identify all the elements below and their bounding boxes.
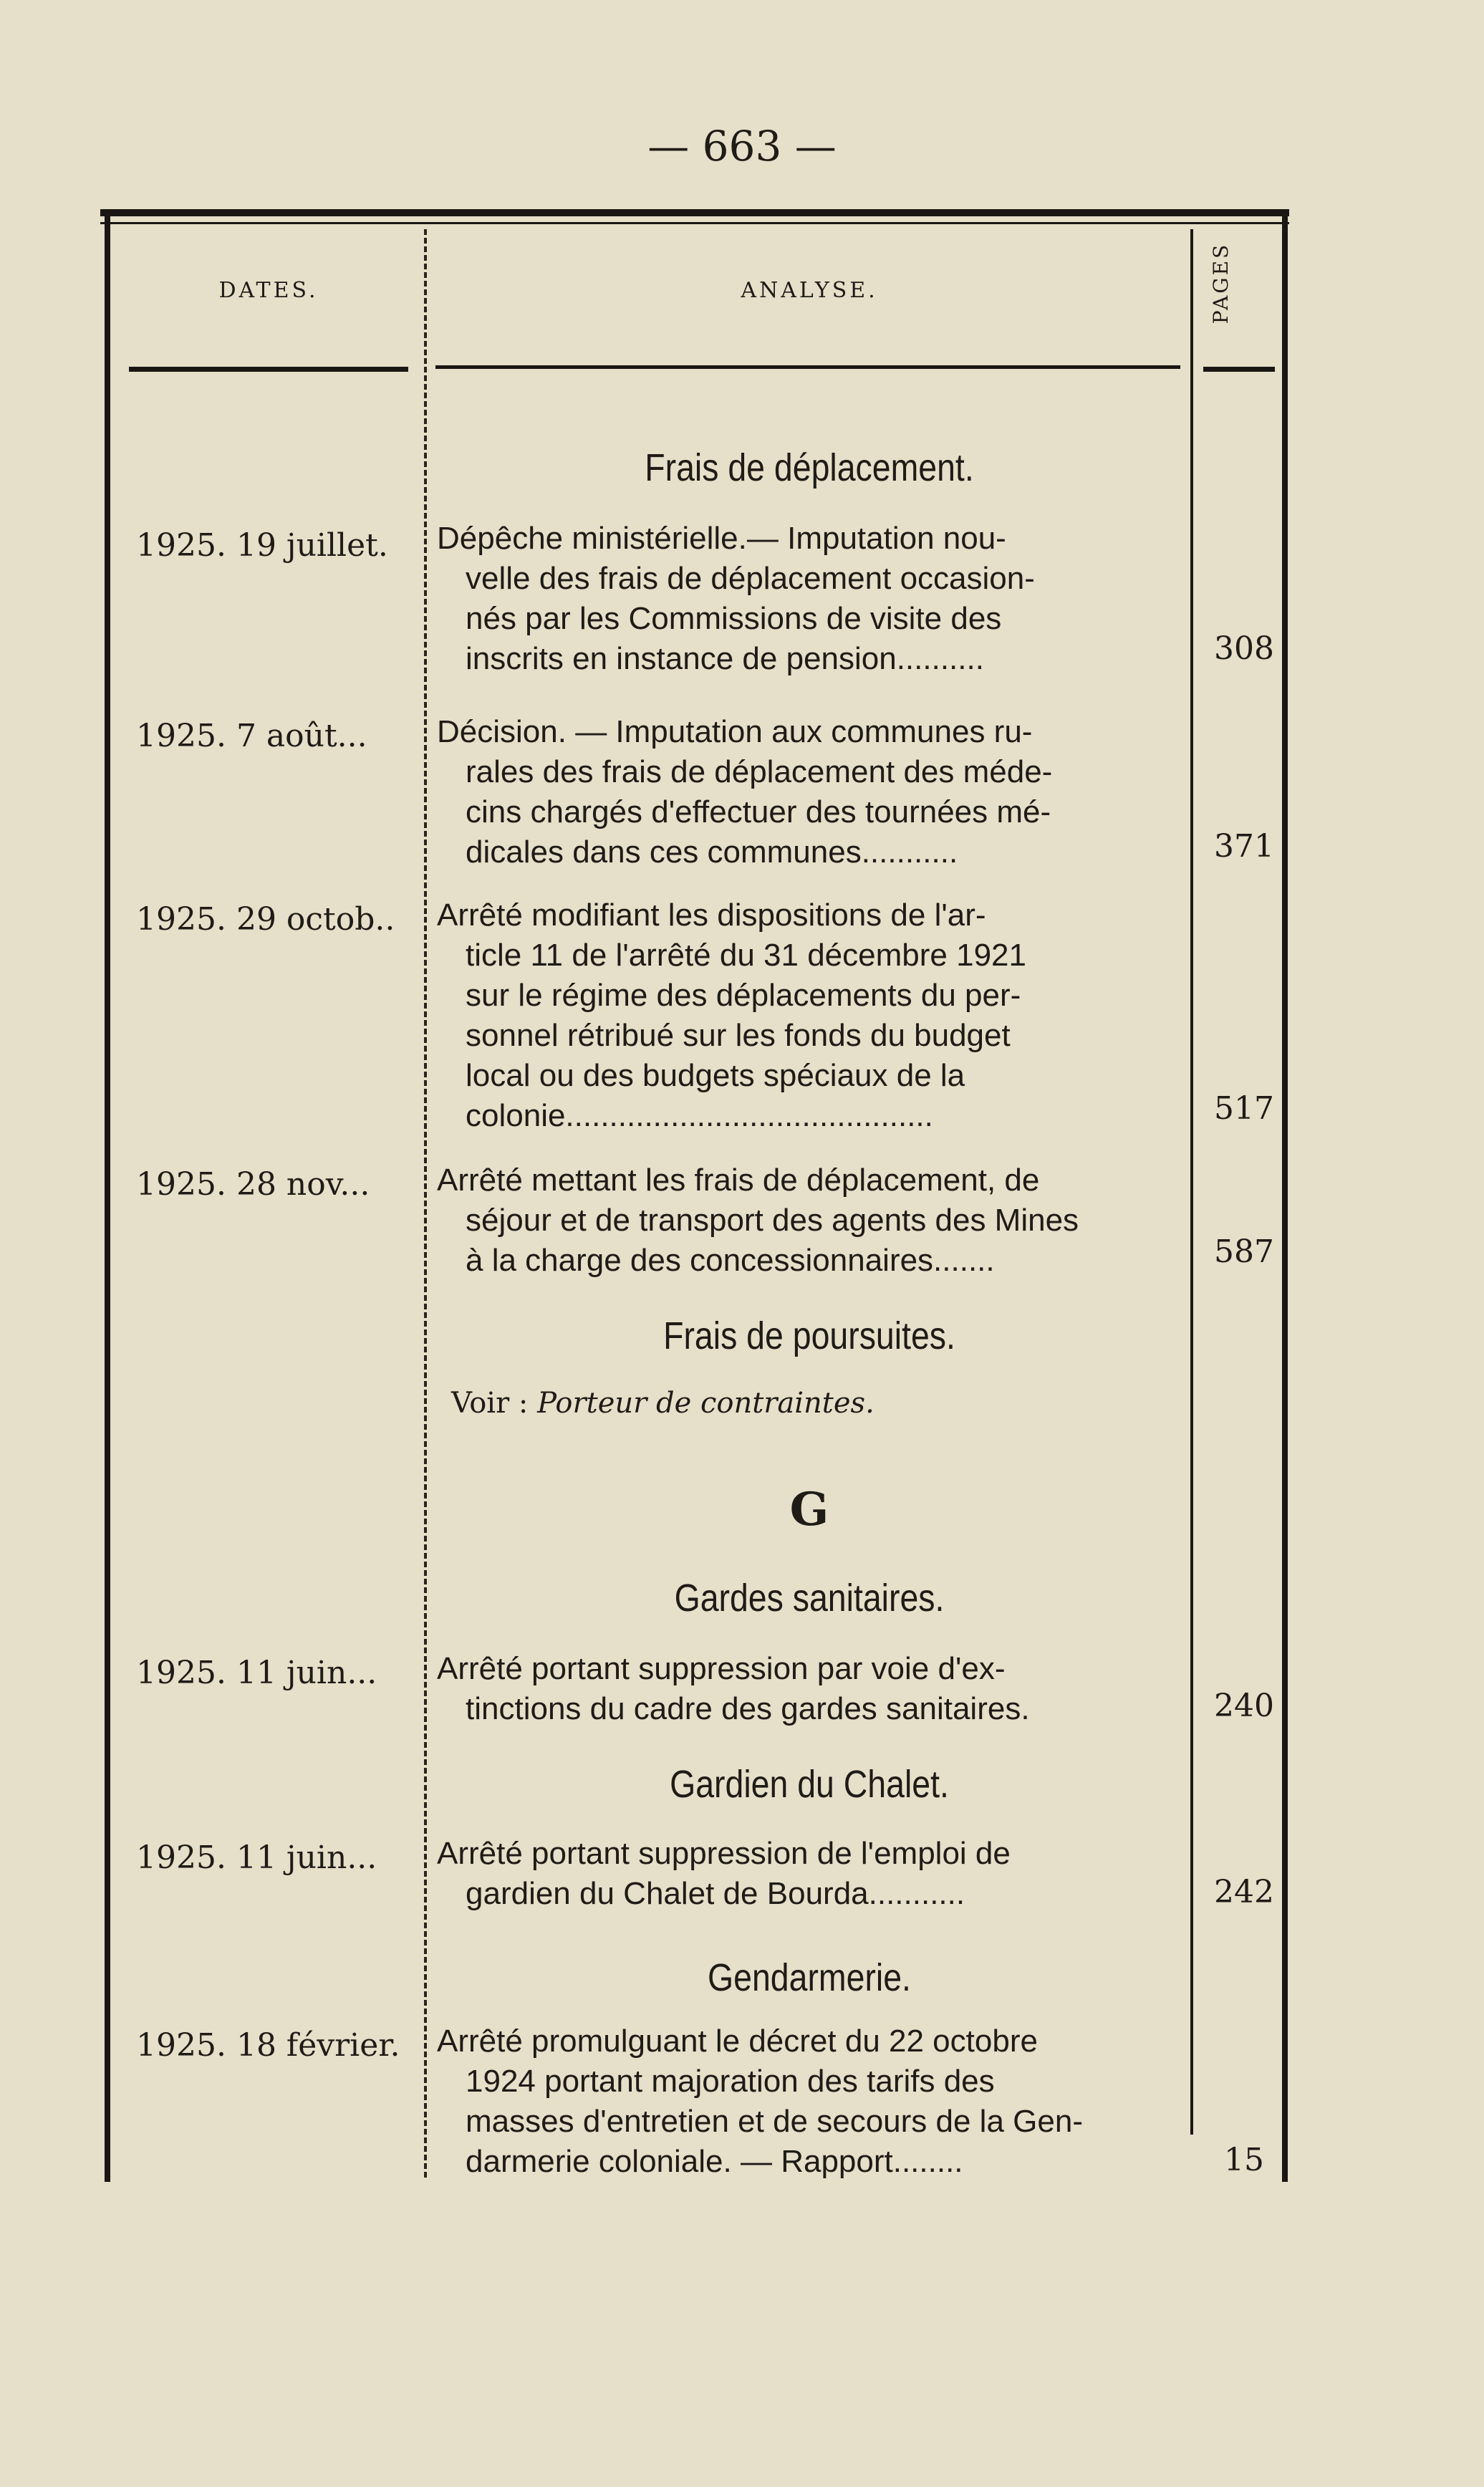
column-divider-dates (424, 229, 427, 2178)
entry-page: 240 (1214, 1688, 1274, 1724)
entry-line: Décision. — Imputation aux communes ru- (437, 714, 1033, 749)
header-pages: PAGES (1209, 242, 1233, 324)
section-gardes-sanitaires: Gardes sanitaires. (674, 1577, 945, 1620)
entry-line: 1924 portant majoration des tarifs des (466, 2064, 995, 2099)
entry-date: 1925. 11 juin... (136, 1655, 377, 1691)
entry-text (437, 1160, 1182, 1281)
entry-date: 1925. 18 février. (136, 2027, 400, 2064)
entry-line: darmerie coloniale. — Rapport........ (466, 2144, 963, 2179)
column-divider-pages (1190, 229, 1193, 2135)
entry-line: sur le régime des déplacements du per- (466, 978, 1021, 1013)
entry-line: inscrits en instance de pension.......... (466, 641, 984, 676)
entry-text (437, 1834, 1182, 1914)
entry-line: rales des frais de déplacement des méde- (466, 754, 1053, 789)
entry-date: 1925. 7 août... (136, 718, 367, 754)
entry-text (437, 2021, 1182, 2182)
entry-date: 1925. 29 octob.. (136, 901, 395, 938)
entry-page: 308 (1214, 630, 1274, 667)
entry-page: 371 (1214, 828, 1274, 865)
header-analyse: ANALYSE. (741, 278, 878, 303)
entry-text (437, 895, 1182, 1136)
entry-line: gardien du Chalet de Bourda........... (466, 1876, 965, 1911)
see-also-prefix: Voir : (451, 1387, 529, 1420)
entry-page: 517 (1214, 1090, 1274, 1127)
header-underline-dates (129, 367, 408, 372)
entry-line: Arrêté mettant les frais de déplacement, de (437, 1163, 1040, 1198)
header-underline-analyse (435, 365, 1180, 369)
entry-page: 15 (1224, 2142, 1264, 2178)
entry-line: à la charge des concessionnaires....... (466, 1243, 995, 1278)
table-left-border (105, 212, 110, 2182)
entry-line: local ou des budgets spéciaux de la (466, 1058, 965, 1093)
entry-line: dicales dans ces communes........... (466, 834, 958, 870)
see-also (451, 1387, 874, 1420)
entry-date: 1925. 28 nov... (136, 1166, 370, 1203)
entry-page: 242 (1214, 1874, 1274, 1910)
see-also-link[interactable]: Porteur de contraintes. (537, 1387, 874, 1420)
entry-line: ticle 11 de l'arrêté du 31 décembre 1921 (466, 938, 1026, 973)
page-number: — 663 — (647, 122, 837, 170)
entry-text (437, 712, 1182, 872)
entry-line: Arrêté portant suppression de l'emploi de (437, 1836, 1011, 1871)
entry-line: Arrêté modifiant les dispositions de l'ar- (437, 898, 986, 933)
header-dates: DATES. (218, 278, 319, 303)
entry-line: sonnel rétribué sur les fonds du budget (466, 1018, 1011, 1053)
entry-date: 1925. 11 juin... (136, 1839, 377, 1876)
entry-line: colonie.......................................... (466, 1098, 933, 1133)
entry-text (437, 1649, 1182, 1729)
entry-line: nés par les Commissions de visite des (466, 601, 1002, 636)
section-frais-deplacement: Frais de déplacement. (645, 446, 974, 489)
table-top-rule-thin (100, 222, 1289, 224)
entry-date: 1925. 19 juillet. (136, 527, 388, 564)
entry-line: tinctions du cadre des gardes sanitaires. (466, 1691, 1030, 1726)
header-underline-pages (1203, 367, 1275, 372)
table-top-rule (100, 209, 1289, 216)
entry-line: Dépêche ministérielle.— Imputation nou- (437, 521, 1006, 556)
section-letter-g: G (789, 1483, 829, 1536)
entry-text (437, 519, 1182, 679)
entry-line: velle des frais de déplacement occasion- (466, 561, 1035, 596)
entry-line: séjour et de transport des agents des Mines (466, 1203, 1079, 1238)
section-gendarmerie: Gendarmerie. (708, 1956, 911, 1999)
entry-line: Arrêté portant suppression par voie d'ex- (437, 1651, 1006, 1686)
entry-line: cins chargés d'effectuer des tournées mé- (466, 794, 1051, 829)
entry-line: masses d'entretien et de secours de la Gen- (466, 2104, 1083, 2139)
entry-page: 587 (1214, 1233, 1274, 1270)
section-gardien-chalet: Gardien du Chalet. (670, 1763, 949, 1806)
entry-line: Arrêté promulguant le décret du 22 octobre (437, 2024, 1038, 2059)
section-frais-poursuites: Frais de poursuites. (663, 1314, 955, 1357)
